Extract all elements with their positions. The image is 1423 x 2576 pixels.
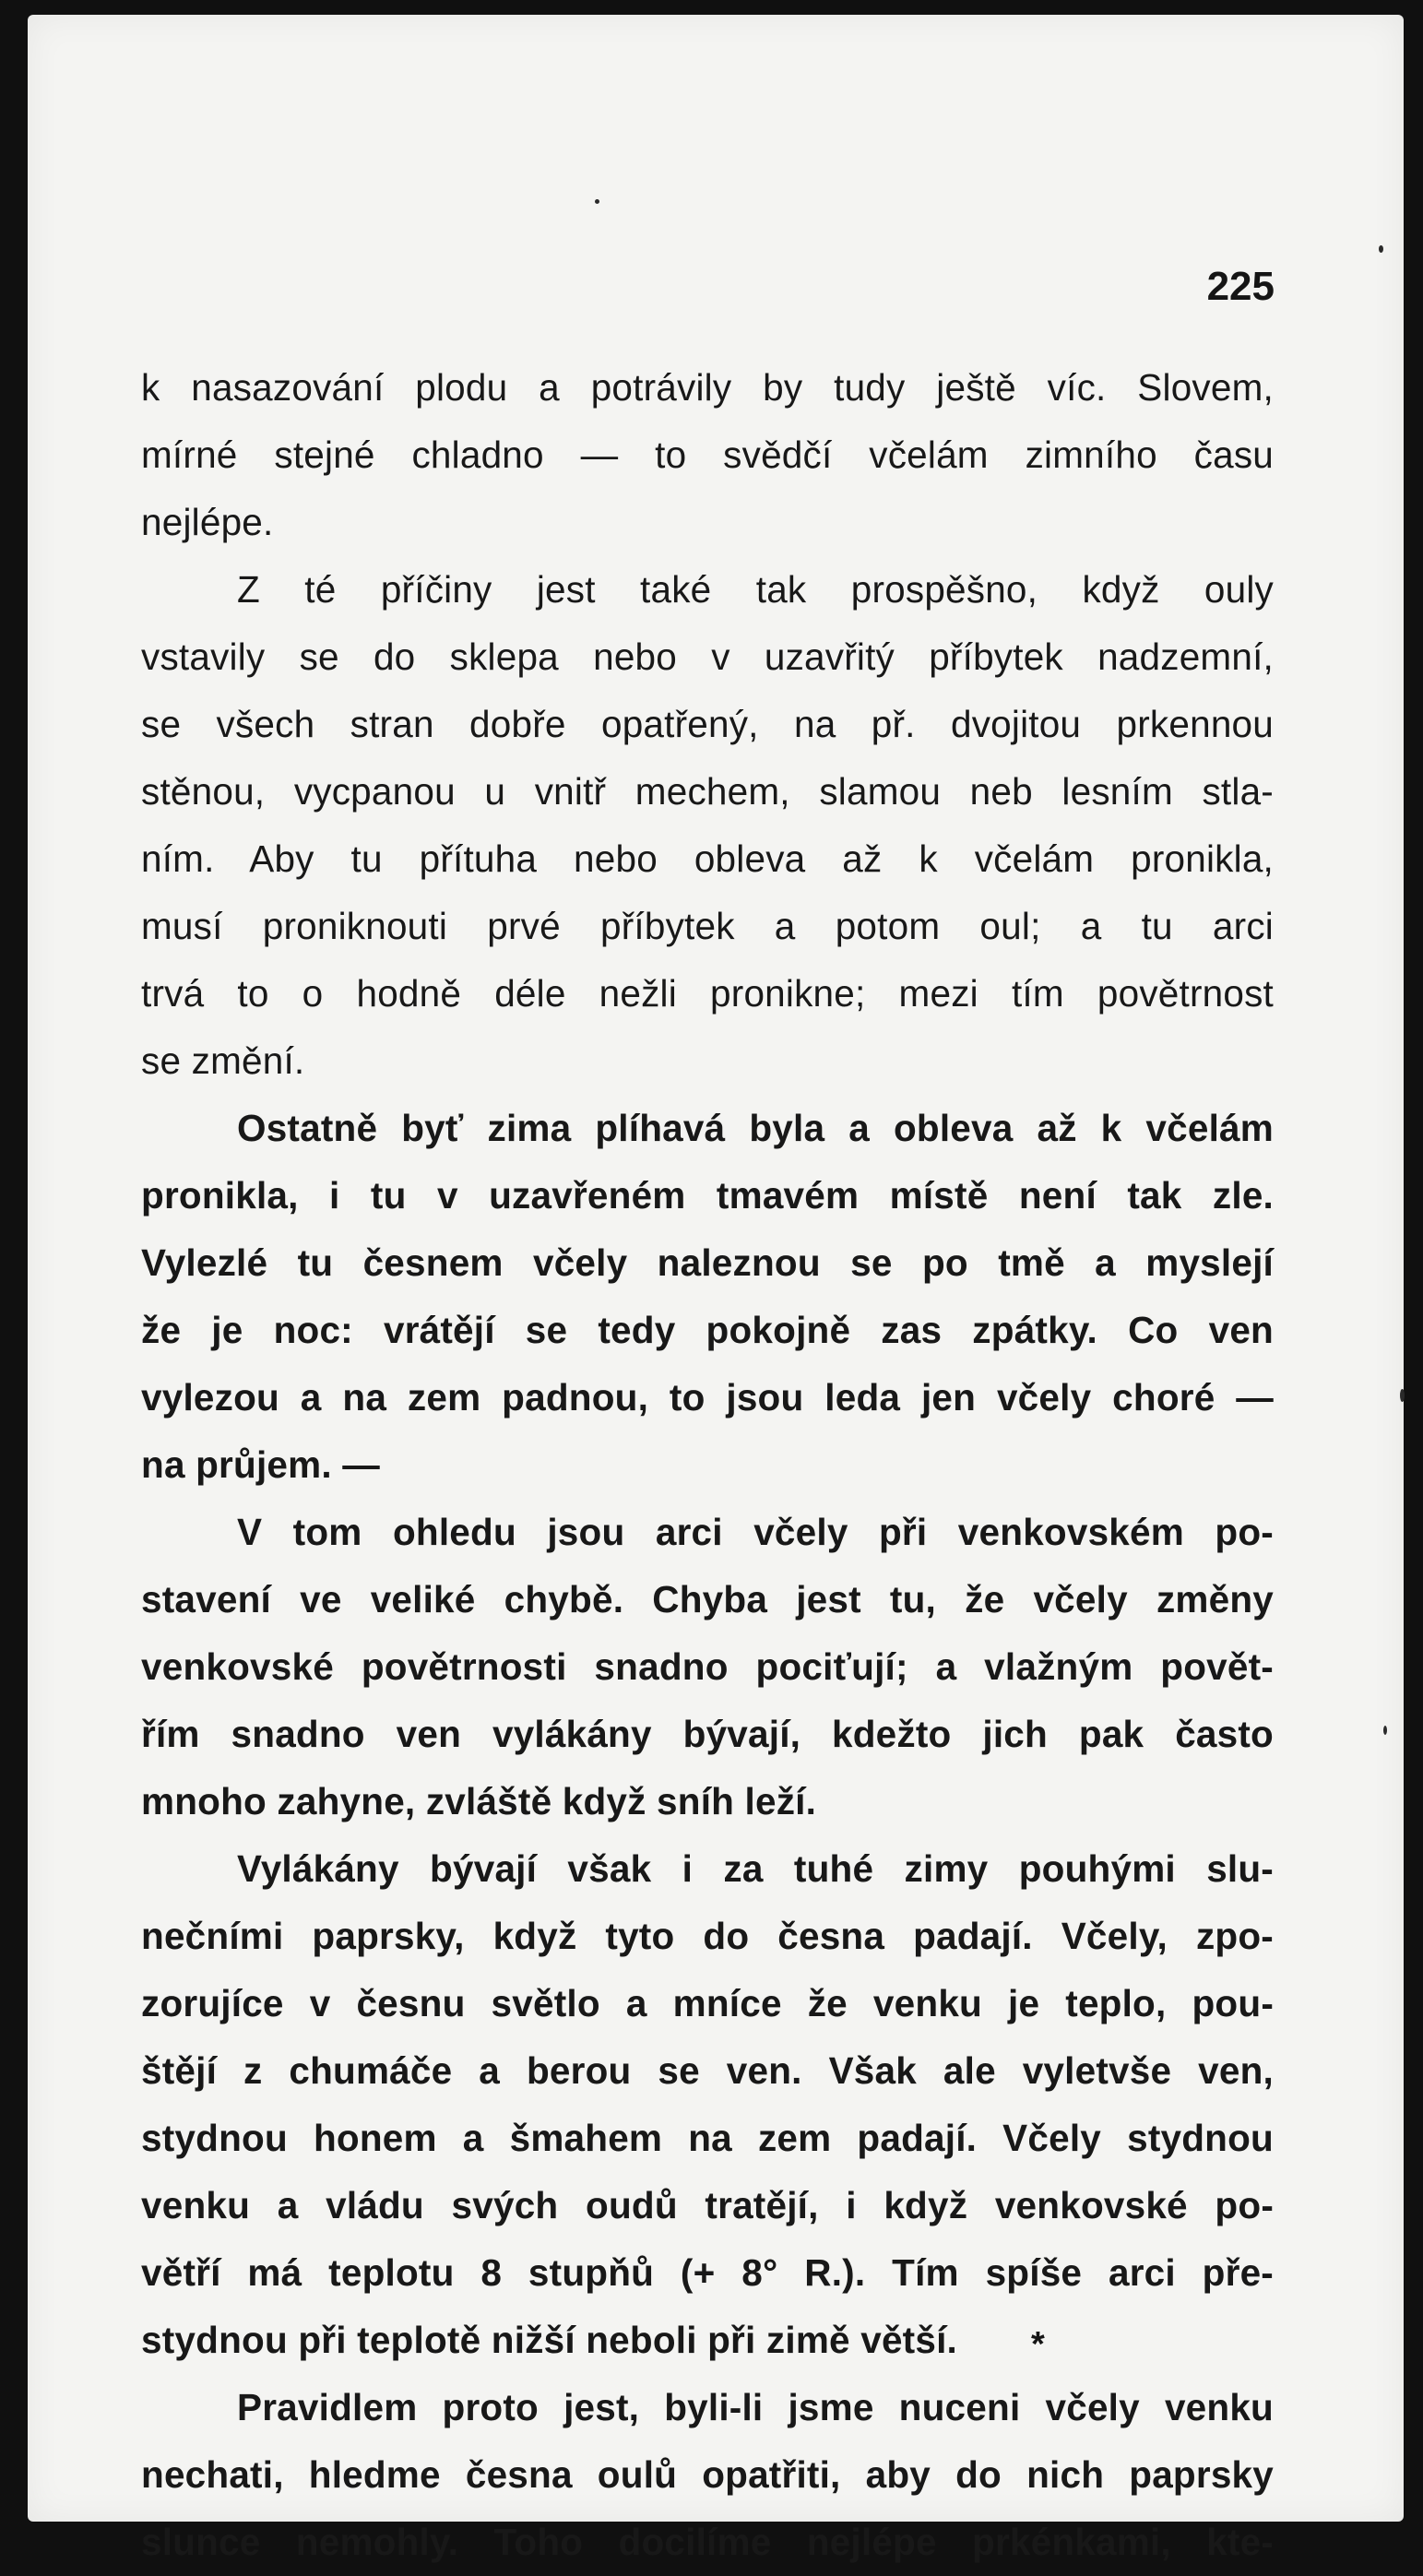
scan-speck [595, 199, 599, 204]
text-line: venku a vládu svých oudů tratějí, i když venkovské po- [141, 2184, 1274, 2226]
text-line: vylezou a na zem padnou, to jsou leda jen včely choré — [141, 1376, 1274, 1419]
text-line: k nasazování plodu a potrávily by tudy ještě víc. Slovem, [141, 366, 1274, 409]
body-text [141, 354, 1274, 2576]
text-line: nechati, hledme česna oulů opatřiti, aby do nich paprsky [141, 2453, 1274, 2496]
text-line: musí proniknouti prvé příbytek a potom oul; a tu arci [141, 905, 1274, 947]
text-line: se změní. [141, 1039, 305, 1082]
text-line: stydnou při teplotě nižší neboli při zimě větší. [141, 2319, 957, 2361]
book-page [28, 15, 1404, 2563]
page-number: 225 [1206, 264, 1275, 309]
footnote-mark: * [1031, 2325, 1045, 2364]
text-line: V tom ohledu jsou arci včely při venkovském po- [237, 1511, 1274, 1553]
text-line: větří má teplotu 8 stupňů (+ 8° R.). Tím spíše arci pře- [141, 2251, 1274, 2294]
text-line: nejlépe. [141, 501, 274, 543]
scan-speck [1383, 1726, 1387, 1735]
text-line: stydnou honem a šmahem na zem padají. Včely stydnou [141, 2117, 1274, 2159]
text-line: Pravidlem proto jest, byli-li jsme nuceni včely venku [237, 2386, 1274, 2428]
text-line: že je noc: vrátějí se tedy pokojně zas zpátky. Co ven [141, 1309, 1274, 1351]
text-line: na průjem. — [141, 1443, 380, 1486]
text-line: štějí z chumáče a berou se ven. Však ale vyletvše ven, [141, 2049, 1274, 2092]
text-line: stavení ve veliké chybě. Chyba jest tu, že včely změny [141, 1578, 1274, 1620]
text-line: pronikla, i tu v uzavřeném tmavém místě není tak zle. [141, 1174, 1274, 1217]
text-line: venkovské povětrnosti snadno pociťují; a vlažným povět- [141, 1645, 1274, 1688]
text-line: mnoho zahyne, zvláště když sníh leží. [141, 1780, 817, 1822]
text-line: trvá to o hodně déle nežli pronikne; mezi tím povětrnost [141, 972, 1274, 1015]
scan-speck [1400, 1389, 1405, 1402]
text-line: mírné stejné chladno — to svědčí včelám zimního času [141, 433, 1274, 476]
text-line: se všech stran dobře opatřený, na př. dvojitou prkennou [141, 703, 1274, 745]
text-line: ním. Aby tu přítuha nebo obleva až k včelám pronikla, [141, 837, 1274, 880]
text-line: zorujíce v česnu světlo a mníce že venku je teplo, pou- [141, 1982, 1274, 2024]
text-line: Ostatně byť zima plíhavá byla a obleva až k včelám [237, 1107, 1274, 1149]
text-line: Vylezlé tu česnem včely naleznou se po tmě a myslejí [141, 1241, 1274, 1284]
text-line: Vylákány bývají však i za tuhé zimy pouhými slu- [237, 1847, 1274, 1890]
text-line: vstavily se do sklepa nebo v uzavřitý příbytek nadzemní, [141, 635, 1274, 678]
text-line: Z té příčiny jest také tak prospěšno, když ouly [237, 568, 1274, 611]
text-line: slunce nemohly. Toho docilíme nejlépe prkénkami, kte- [141, 2521, 1274, 2563]
text-line: řím snadno ven vylákány bývají, kdežto jich pak často [141, 1713, 1274, 1755]
scan-speck [1379, 245, 1383, 253]
text-line: nečními paprsky, když tyto do česna padají. Včely, zpo- [141, 1915, 1274, 1957]
text-line: stěnou, vycpanou u vnitř mechem, slamou neb lesním stla- [141, 770, 1274, 813]
